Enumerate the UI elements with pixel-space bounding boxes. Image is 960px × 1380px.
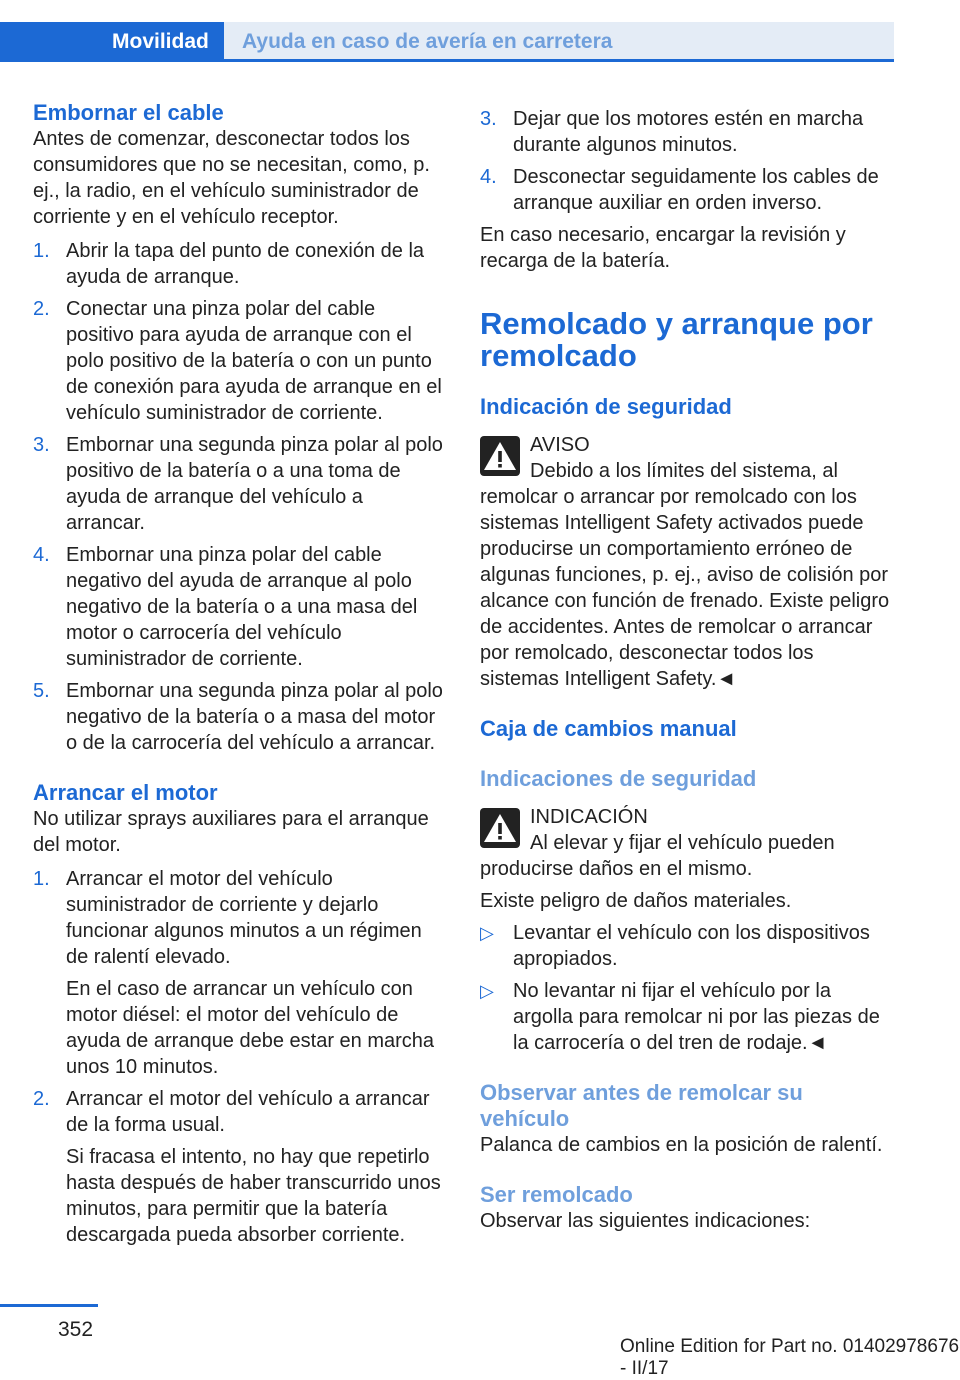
- page-header: [0, 0, 960, 62]
- step-text: Abrir la tapa del punto de conexión de la ayuda de arranque.: [66, 240, 425, 288]
- warning-title: AVISO: [530, 434, 590, 456]
- edition-text: Online Edition for Part no. 01402978676 - II/17: [620, 1336, 960, 1379]
- step-number: 2.: [33, 298, 50, 320]
- list-item: [33, 1086, 445, 1248]
- steps-continued: [480, 106, 896, 216]
- warning-title: INDICACIÓN: [530, 806, 648, 828]
- palanca-text: Palanca de cambios en la posición de ralentí.: [480, 1134, 883, 1156]
- warning-aviso: [480, 432, 896, 692]
- list-item: [480, 920, 896, 972]
- heading-indicacion: Indicación de seguridad: [480, 394, 732, 419]
- list-item: [33, 866, 445, 1080]
- step-text: Embornar una segunda pinza polar al polo positivo de la batería o a una toma de ayuda de arranque del vehículo a arrancar.: [66, 434, 443, 534]
- right-column: [480, 100, 896, 1234]
- bullet-text: Levantar el vehículo con los dispositivos apropiados.: [513, 922, 870, 970]
- heading-remolcado: Remolcado y arranque por remolcado: [480, 306, 873, 373]
- list-item: [480, 978, 896, 1056]
- step-subtext: En el caso de arrancar un vehículo con motor diésel: el motor del vehículo de ayuda de arranque debe estar en marcha unos 10 minutos.: [66, 978, 435, 1078]
- step-text: Embornar una segunda pinza polar al polo negativo de la batería o a masa del motor o de la carrocería del vehículo a arrancar.: [66, 680, 443, 754]
- list-item: [33, 238, 445, 290]
- step-text: Conectar una pinza polar del cable positivo para ayuda de arranque con el polo positivo de la batería o con un punto de conexión para ayuda de arranque en el vehículo suministrador de corriente.: [66, 298, 442, 424]
- bullet-text: No levantar ni fijar el vehículo por la argolla para remolcar ni por las piezas de la carrocería o del tren de rodaje.◄: [513, 980, 880, 1054]
- heading-arrancar: Arrancar el motor: [33, 780, 218, 805]
- step-number: 3.: [33, 434, 50, 456]
- step-text: Arrancar el motor del vehículo suministrador de corriente y dejarlo funcionar algunos minutos a un régimen de ralentí elevado.: [66, 868, 422, 968]
- step-subtext: Si fracasa el intento, no hay que repetirlo hasta después de haber transcurrido unos minutos, para permitir que la batería descargada pueda absorber corriente.: [66, 1146, 441, 1246]
- step-number: 3.: [480, 108, 497, 130]
- header-rule: [0, 59, 894, 62]
- danos-text: Existe peligro de daños materiales.: [480, 890, 792, 912]
- step-number: 4.: [33, 544, 50, 566]
- step-number: 1.: [33, 240, 50, 262]
- list-item: [33, 542, 445, 672]
- page-number: 352: [58, 1318, 94, 1341]
- triangle-right-bullet-icon: ▷: [480, 981, 494, 1001]
- step-number: 5.: [33, 680, 50, 702]
- footer-rule: [0, 1304, 98, 1307]
- subsection-tab: Ayuda en caso de avería en carretera: [224, 22, 894, 62]
- step-text: Embornar una pinza polar del cable negativo del ayuda de arranque al polo negativo de la batería o a una masa del motor o carrocería del vehículo suministrador de corriente.: [66, 544, 418, 670]
- step-text: Dejar que los motores estén en marcha durante algunos minutos.: [513, 108, 864, 156]
- bullet-list: [480, 920, 896, 1056]
- heading-observar: Observar antes de remolcar su vehículo: [480, 1080, 803, 1131]
- step-number: 4.: [480, 166, 497, 188]
- step-text: Arrancar el motor del vehículo a arrancar de la forma usual.: [66, 1088, 430, 1136]
- list-item: [480, 164, 896, 216]
- left-column: [33, 100, 445, 1254]
- warning-text: Debido a los límites del sistema, al remolcar o arrancar por remolcado con los sistemas Intelligent Safety activados puede producirse un comportamiento erróneo de algunas funciones, p. ej., aviso de colisión por alcance con función de frenado. Existe peligro de accidentes. Antes de remolcar o arrancar por remolcado, desconectar todos los sistemas Intelligent Safety.◄: [480, 460, 890, 690]
- list-item: [33, 678, 445, 756]
- warning-indicacion: [480, 804, 896, 882]
- steps-embornar: [33, 238, 445, 756]
- revision-text: En caso necesario, encargar la revisión y recarga de la batería.: [480, 224, 846, 272]
- section-tab: Movilidad: [0, 22, 224, 62]
- list-item: [480, 106, 896, 158]
- warning-triangle-icon: [480, 808, 520, 848]
- warning-triangle-icon: [480, 436, 520, 476]
- observar-text: Observar las siguientes indicaciones:: [480, 1210, 811, 1232]
- list-item: [33, 296, 445, 426]
- intro-embornar: Antes de comenzar, desconectar todos los consumidores que no se necesitan, como, p. ej., la radio, en el vehículo suministrador de corriente y en el vehículo receptor.: [33, 128, 430, 228]
- step-number: 1.: [33, 868, 50, 890]
- intro-arrancar: No utilizar sprays auxiliares para el arranque del motor.: [33, 808, 429, 856]
- step-text: Desconectar seguidamente los cables de arranque auxiliar en orden inverso.: [513, 166, 879, 214]
- heading-caja: Caja de cambios manual: [480, 716, 737, 741]
- triangle-right-bullet-icon: ▷: [480, 923, 494, 943]
- heading-embornar: Embornar el cable: [33, 100, 224, 125]
- warning-text: Al elevar y fijar el vehículo pueden producirse daños en el mismo.: [480, 832, 835, 880]
- heading-ser-remolcado: Ser remolcado: [480, 1182, 633, 1207]
- list-item: [33, 432, 445, 536]
- step-number: 2.: [33, 1088, 50, 1110]
- heading-indicaciones: Indicaciones de seguridad: [480, 766, 757, 791]
- steps-arrancar: [33, 866, 445, 1248]
